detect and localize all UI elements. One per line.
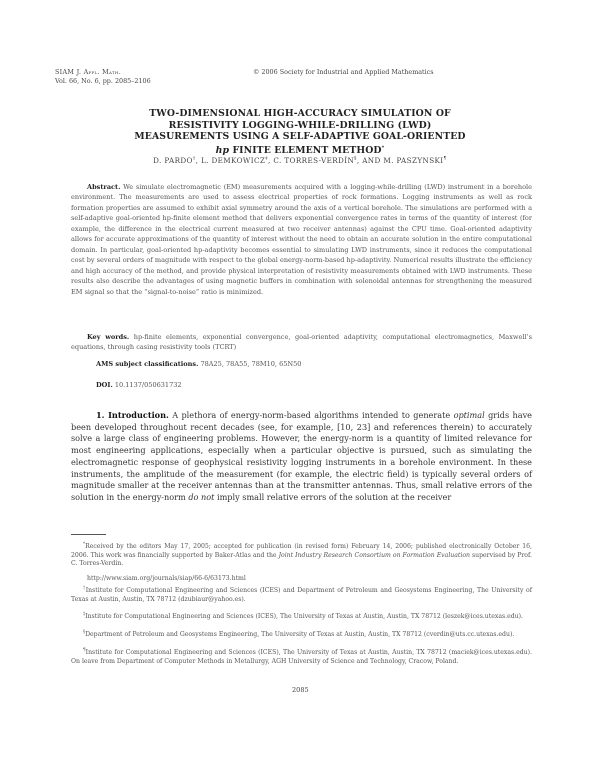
footnote-url (71, 575, 548, 584)
title-line-2: RESISTIVITY LOGGING-WHILE-DRILLING (LWD) (168, 119, 432, 131)
footnote-mark: † (83, 585, 86, 590)
intro-emphasis: optimal (453, 410, 485, 420)
keywords-label: Key words. (87, 333, 130, 341)
page-number: 2085 (292, 686, 309, 694)
intro-text: A plethora of energy-norm-based algorithms intended to generate (172, 410, 454, 420)
author-separator: , (267, 156, 274, 165)
introduction-section (71, 410, 532, 504)
author-mark: § (354, 156, 357, 162)
footnote-author-torres-verdin (71, 628, 532, 640)
footnote-mark: ‡ (83, 611, 86, 616)
keywords-text: hp-finite elements, exponential convergence, goal-oriented adaptivity, computational electromagnetics, Maxwell’s equations, through casing resistivity tools (TCRT) (71, 333, 532, 352)
title-footnote-mark: * (381, 144, 385, 151)
title-line-3: MEASUREMENTS USING A SELF-ADAPTIVE GOAL-ORIENTED (134, 131, 466, 143)
ams-classifications (96, 360, 301, 368)
footnote-emphasis: Joint Industry Research Consortium on Formation Evaluation (278, 551, 470, 559)
footnote-mark: * (83, 541, 86, 546)
abstract-text: We simulate electromagnetic (EM) measurements acquired with a logging-while-drilling (LWD) instrument in a borehole environment. The measurements are used to assess electrical properties of rock formations. Logging instruments as well as rock formation properties are assumed to exhibit axial symmetry around the axis of a vertical borehole. The simulations are performed with a self-adaptive goal-oriented hp-finite element method that delivers exponential convergence rates in terms of the quantity of interest (for example, the difference in the electrical current measured at two receiver antennas) against the CPU time. Goal-oriented adaptivity allows for accurate approximations of the quantity of interest without the need to obtain an accurate solution in the entire computational domain. In particular, goal-oriented hp-adaptivity becomes essential to simulating LWD instruments, since it reduces the computational cost by several orders of magnitude with respect to the global energy-norm-based hp-adaptivity. Numerical results illustrate the efficiency and high accuracy of the method, and provide physical interpretation of resistivity measurements obtained with LWD instruments. These results also describe the advantages of using magnetic buffers in combination with solenoidal antennas for strengthening the measured EM signal so that the “signal-to-noise” ratio is minimized. (71, 183, 532, 296)
footnote-received (71, 540, 532, 569)
author-name: C. TORRES-VERDÍN (273, 156, 355, 165)
author-separator: , AND (356, 156, 384, 165)
title-hp: hp (215, 144, 230, 156)
author-name: M. PASZYNSKI (383, 156, 444, 165)
journal-volume: Vol. 66, No. 6, pp. 2085–2106 (55, 76, 151, 85)
keywords (71, 332, 532, 353)
doi-value[interactable]: 10.1137/050631732 (114, 381, 182, 389)
footnote-text: Institute for Computational Engineering and Sciences (ICES), The University of Texas at Austin, Austin, TX 78712 (leszek@ices.utexas.edu). (85, 613, 523, 621)
intro-emphasis: do not (188, 491, 215, 502)
journal-header (55, 68, 151, 85)
title-line-4-text: FINITE ELEMENT METHOD (229, 144, 382, 156)
footnote-text: Department of Petroleum and Geosystems Engineering, The University of Texas at Austin, Austin, TX 78712 (cverdin@uts.cc.utexas.edu). (85, 631, 515, 639)
footnote-text: Institute for Computational Engineering and Sciences (ICES), The University of Texas at Austin, Austin, TX 78712 (maciek@ices.utexas.edu). On leave from Department of Computer Methods in Metallurgy, AGH University of Science and Technology, Cracow, Poland. (71, 649, 532, 665)
intro-text: imply small relative errors of the solution at the receiver (214, 491, 452, 502)
doi-label: DOI. (96, 381, 113, 389)
author-separator: , (195, 156, 201, 165)
title-line-1: TWO-DIMENSIONAL HIGH-ACCURACY SIMULATION OF (149, 108, 451, 119)
ams-label: AMS subject classifications. (96, 360, 199, 368)
footnote-author-pardo (71, 584, 532, 604)
footnote-text: supervised by Prof. C. Torres-Verdín. (71, 551, 532, 568)
copyright-notice: © 2006 Society for Industrial and Applied Mathematics (253, 68, 434, 76)
section-heading: 1. Introduction. (96, 410, 169, 420)
footnote-mark: ¶ (83, 647, 86, 652)
footnote-mark: § (83, 629, 86, 634)
footnote-author-paszynski (71, 646, 532, 666)
author-mark: ¶ (443, 156, 447, 162)
paper-title (60, 108, 540, 156)
doi (96, 381, 182, 389)
journal-name: SIAM J. Appl. Math. (55, 68, 122, 76)
article-url-link[interactable]: http://www.siam.org/journals/siap/66-6/63173.html (87, 575, 246, 582)
author-list (60, 156, 540, 165)
footnote-text: Received by the editors May 17, 2005; accepted for publication (in revised form) February 14, 2006; published electronically October 16, 2006. This work was financially supported by Baker-Atlas and the (71, 543, 532, 559)
ams-text: 78A25, 78A55, 78M10, 65N50 (200, 360, 302, 368)
title-line-4 (60, 143, 540, 157)
author-mark: † (192, 156, 196, 162)
footnote-author-demkowicz (71, 610, 532, 622)
footnote-rule (71, 534, 106, 535)
abstract-label: Abstract. (87, 183, 121, 191)
intro-text: grids have been developed throughout recent decades (see, for example, [10, 23] and references therein) to accurately solve a large class of engineering problems. However, the energy-norm is a quantity of limited relevance for most engineering applications, especially when a particular objective is pursued, such as simulating the electromagnetic response of geophysical resistivity logging instruments in a borehole environment. In these instruments, the amplitude of the measurement (for example, the electric field) is typically several orders of magnitude smaller at the receiver antennas than at the transmitter antennas. Thus, small relative errors of the solution in the energy-norm (71, 410, 532, 502)
author-name: D. PARDO (153, 156, 193, 165)
abstract (71, 182, 532, 297)
footnote-text: Institute for Computational Engineering and Sciences (ICES) and Department of Petroleum and Geosystems Engineering, The University of Texas at Austin, Austin, TX 78712 (dzubiaur@yahoo.es). (71, 587, 533, 603)
author-name: L. DEMKOWICZ (200, 156, 266, 165)
author-mark: ‡ (265, 156, 268, 162)
